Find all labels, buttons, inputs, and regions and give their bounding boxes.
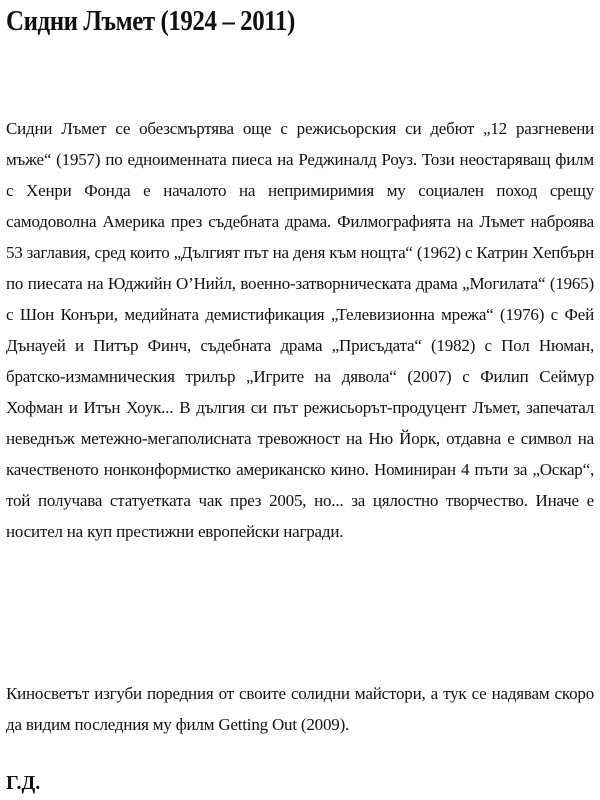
article-paragraph-2: Киносветът изгуби поредния от своите солидни майстори, а тук се надявам скоро да видим последния му филм Getting Out (2009). — [6, 684, 594, 734]
article-title: Сидни Лъмет (1924 – 2011) — [6, 5, 295, 37]
article-paragraph-1: Сидни Лъмет се обезсмъртява още с режисьорския си дебют „12 разгневени мъже“ (1957) по едноименната пиеса на Реджиналд Роуз. Този неостаряващ филм с Хенри Фонда е началото на непримиримия му социален поход срещу самодоволна Америка през съдебната драма. Филмографията на Лъмет наброява 53 заглавия, сред които „Дългият път на деня към нощта“ (1962) с Катрин Хепбърн по пиесата на Юджийн О’Нийл, военно-затворническата драма „Могилата“ (1965) с Шон Конъри, медийната демистификация „Телевизионна мрежа“ (1976) с Фей Дънауей и Питър Финч, съдебната драма „Присъдата“ (1982) с Пол Нюман, братско-измамническия трилър „Игрите на дявола“ (2007) с Филип Сеймур Хофман и Итън Хоук... В дългия си път режисьорът-продуцент Лъмет, запечатал неведнъж метежно-мегаполисната тревожност на Ню Йорк, отдавна е символ на качественото нонконформистко американско кино. Номиниран 4 пъти за „Оскар“, той получава статуетката чак през 2005, но... за цялостно творчество. Иначе е носител на куп престижни европейски награди. — [6, 119, 594, 541]
author-signature: Г.Д. — [6, 772, 41, 794]
